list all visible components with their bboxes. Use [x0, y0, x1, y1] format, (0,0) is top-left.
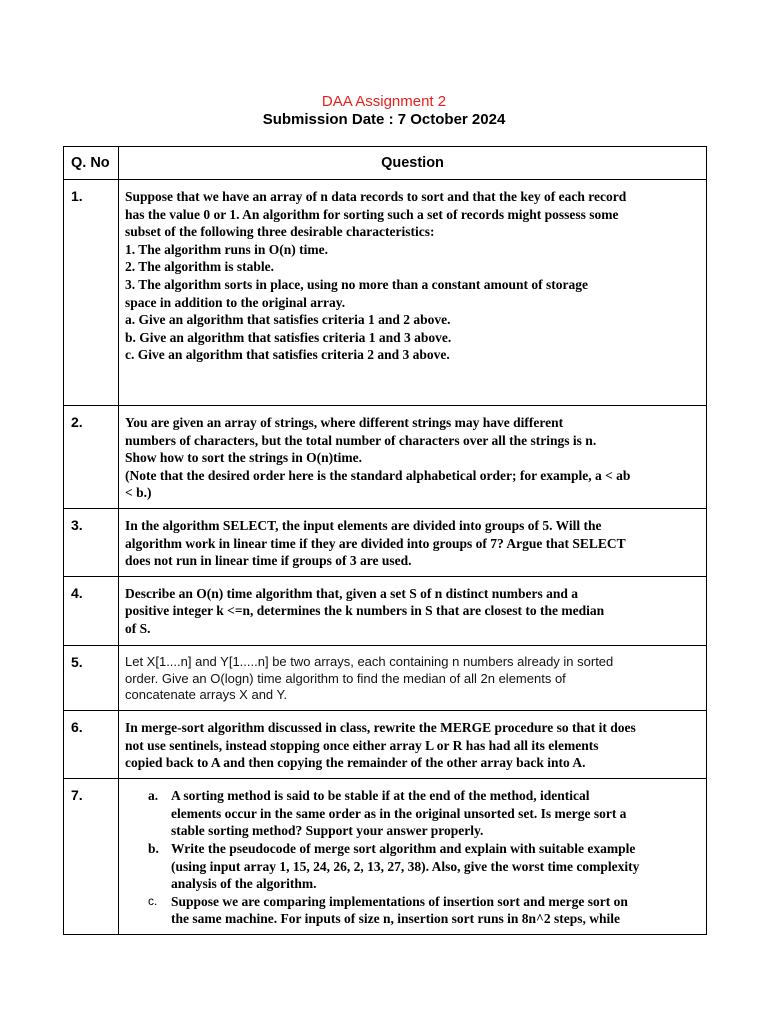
text-line: In merge-sort algorithm discussed in class, rewrite the MERGE procedure so that it does [125, 720, 636, 736]
text-line: < b.) [125, 485, 152, 501]
text-line: Let X[1....n] and Y[1.....n] be two arrays, each containing n numbers already in sorted [125, 653, 614, 669]
table-row [64, 576, 707, 645]
text-line: analysis of the algorithm. [171, 876, 317, 892]
question-number: 6. [64, 711, 119, 779]
column-header-question: Question [119, 147, 707, 180]
question-text [119, 576, 707, 645]
text-line: subset of the following three desirable characteristics: [125, 224, 435, 240]
text-line: 3. The algorithm sorts in place, using no more than a constant amount of storage [125, 276, 589, 292]
question-number: 1. [64, 180, 119, 406]
text-line: stable sorting method? Support your answer properly. [171, 823, 484, 839]
table-row [64, 509, 707, 577]
question-number: 7. [64, 779, 119, 935]
question-text [119, 711, 707, 779]
text-line: You are given an array of strings, where different strings may have different [125, 415, 564, 430]
text-line: algorithm work in linear time if they are divided into groups of 7? Argue that SELECT [125, 535, 626, 551]
text-line: In the algorithm SELECT, the input elements are divided into groups of 5. Will the [125, 518, 602, 533]
column-header-qno: Q. No [64, 147, 119, 180]
text-line: 1. The algorithm runs in O(n) time. [125, 241, 329, 257]
table-row [64, 406, 707, 509]
text-line: space in addition to the original array. [125, 294, 346, 310]
text-line: does not run in linear time if groups of 3 are used. [125, 553, 412, 569]
text-line: has the value 0 or 1. An algorithm for sorting such a set of records might possess some [125, 206, 619, 222]
sub-question-marker: a. [148, 788, 159, 804]
question-text [119, 180, 707, 406]
text-line: b. Give an algorithm that satisfies criteria 1 and 3 above. [125, 329, 452, 345]
sub-question-a [125, 787, 700, 840]
text-line: not use sentinels, instead stopping once either array L or R has had all its elements [125, 737, 599, 753]
text-line: Suppose that we have an array of n data records to sort and that the key of each record [125, 189, 627, 204]
page-title: DAA Assignment 2 [321, 93, 447, 110]
table-row [64, 779, 707, 935]
text-line: of S. [125, 620, 151, 636]
question-number: 2. [64, 406, 119, 509]
question-text [119, 779, 707, 935]
text-line: concatenate arrays X and Y. [125, 687, 288, 703]
text-line: order. Give an O(logn) time algorithm to find the median of all 2n elements of [125, 670, 566, 686]
text-line: (using input array 1, 15, 24, 26, 2, 13, 27, 38). Also, give the worst time complexity [171, 858, 640, 874]
question-text [119, 645, 707, 710]
text-line: copied back to A and then copying the remainder of the other array back into A. [125, 755, 586, 771]
text-line: a. Give an algorithm that satisfies criteria 1 and 2 above. [125, 312, 451, 328]
text-line: Suppose we are comparing implementations of insertion sort and merge sort on [171, 893, 628, 909]
sub-question-c [125, 893, 700, 928]
question-number: 3. [64, 509, 119, 577]
table-header-row [64, 147, 707, 180]
text-line: Describe an O(n) time algorithm that, given a set S of n distinct numbers and a [125, 585, 578, 601]
text-line: the same machine. For inputs of size n, insertion sort runs in 8n^2 steps, while [171, 911, 620, 927]
text-line: (Note that the desired order here is the standard alphabetical order; for example, a < ab [125, 467, 631, 483]
table-row [64, 645, 707, 710]
text-line: Write the pseudocode of merge sort algorithm and explain with suitable example [171, 840, 636, 856]
text-line: A sorting method is said to be stable if at the end of the method, identical [171, 788, 590, 804]
question-number: 5. [64, 645, 119, 710]
text-line: Show how to sort the strings in O(n)time. [125, 450, 363, 466]
text-line: positive integer k <=n, determines the k numbers in S that are closest to the median [125, 603, 605, 619]
question-text [119, 509, 707, 577]
text-line: numbers of characters, but the total number of characters over all the strings is n. [125, 432, 597, 448]
table-row [64, 180, 707, 406]
question-number: 4. [64, 576, 119, 645]
text-line: elements occur in the same order as in the original unsorted set. Is merge sort a [171, 805, 627, 821]
sub-question-marker: b. [148, 840, 159, 856]
text-line: c. Give an algorithm that satisfies criteria 2 and 3 above. [125, 347, 450, 363]
submission-date: Submission Date : 7 October 2024 [262, 111, 506, 128]
sub-question-b [125, 840, 700, 893]
text-line: 2. The algorithm is stable. [125, 259, 275, 275]
question-text [119, 406, 707, 509]
sub-question-marker: c. [148, 893, 158, 908]
table-row [64, 711, 707, 779]
questions-table [63, 146, 707, 935]
